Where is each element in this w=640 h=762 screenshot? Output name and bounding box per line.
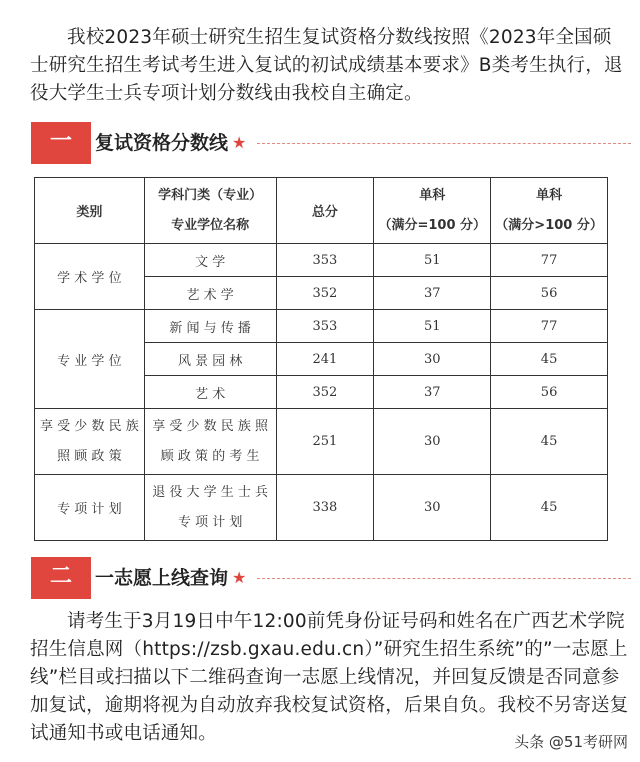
subject-line2: 专 项 计 划 — [177, 514, 243, 530]
header-single-a-line2: （满分=100 分） — [378, 217, 487, 233]
single-b-cell: 77 — [491, 244, 608, 277]
table-row — [35, 409, 608, 475]
table-row — [35, 244, 608, 277]
subject-line1: 退 役 大 学 生 士 兵 — [152, 484, 269, 500]
section-number: 二 — [31, 557, 91, 599]
section-title: 一志愿上线查询 — [95, 567, 229, 589]
subject-line1: 享 受 少 数 民 族 照 — [152, 418, 269, 434]
category-line1: 享 受 少 数 民 族 — [40, 418, 139, 434]
subject-cell: 艺 术 — [144, 376, 276, 409]
single-a-cell: 51 — [374, 310, 491, 343]
table-row — [35, 310, 608, 343]
table-header-row — [35, 178, 608, 244]
section-title: 复试资格分数线 — [95, 132, 229, 154]
intro-paragraph: 我校2023年硕士研究生招生复试资格分数线按照《2023年全国硕士研究生招生考试考生进入复试的初试成绩基本要求》B类考生执行，退役大学生士兵专项计划分数线由我校自主确定。 — [30, 27, 623, 104]
header-total: 总分 — [276, 178, 374, 244]
single-a-cell: 37 — [374, 277, 491, 310]
single-b-cell: 56 — [491, 376, 608, 409]
single-b-cell: 45 — [491, 409, 608, 475]
header-subject-line1: 学科门类（专业） — [158, 187, 263, 203]
category-cell: 专 业 学 位 — [35, 310, 145, 409]
single-b-cell: 56 — [491, 277, 608, 310]
header-single-a-line1: 单科 — [419, 187, 446, 203]
total-cell: 251 — [276, 409, 374, 475]
star-icon: ★ — [232, 133, 247, 152]
total-cell: 338 — [276, 475, 374, 541]
total-cell: 241 — [276, 343, 374, 376]
header-subject — [144, 178, 276, 244]
single-b-cell: 45 — [491, 343, 608, 376]
subject-cell: 新 闻 与 传 播 — [144, 310, 276, 343]
header-single-b-line2: （满分>100 分） — [495, 217, 603, 233]
header-single-a — [374, 178, 491, 244]
single-b-cell: 77 — [491, 310, 608, 343]
category-cell: 专 项 计 划 — [35, 475, 145, 541]
divider — [257, 143, 631, 144]
total-cell: 352 — [276, 277, 374, 310]
subject-cell: 艺 术 学 — [144, 277, 276, 310]
category-line2: 照 顾 政 策 — [57, 448, 122, 464]
single-a-cell: 30 — [374, 343, 491, 376]
category-cell: 学 术 学 位 — [35, 244, 145, 310]
single-a-cell: 51 — [374, 244, 491, 277]
cutoff-score-table — [34, 177, 608, 541]
total-cell: 353 — [276, 244, 374, 277]
single-a-cell: 37 — [374, 376, 491, 409]
total-cell: 353 — [276, 310, 374, 343]
subject-cell — [144, 475, 276, 541]
subject-line2: 顾 政 策 的 考 生 — [160, 448, 260, 464]
notice-paragraph: 请考生于3月19日中午12:00前凭身份证号码和姓名在广西艺术学院招生信息网（https://zsb.gxau.edu.cn）”研究生招生系统”的”一志愿上线”栏目或扫描以下二维码查询一志愿上线情况，并回复反馈是否同意参加复试，逾期将视为自动放弃我校复试资格，后果自负。我校不另寄送复试通知书或电话通知。 — [30, 611, 629, 744]
header-single-b — [491, 178, 608, 244]
watermark: 头条 @51考研网 — [514, 733, 628, 751]
single-b-cell: 45 — [491, 475, 608, 541]
section-number: 一 — [31, 122, 91, 164]
section-header-cutoff — [31, 122, 631, 164]
single-a-cell: 30 — [374, 475, 491, 541]
header-subject-line2: 专业学位名称 — [171, 217, 250, 233]
subject-cell — [144, 409, 276, 475]
category-cell — [35, 409, 145, 475]
star-icon: ★ — [232, 568, 247, 587]
subject-cell: 文 学 — [144, 244, 276, 277]
total-cell: 352 — [276, 376, 374, 409]
single-a-cell: 30 — [374, 409, 491, 475]
header-single-b-line1: 单科 — [536, 187, 563, 203]
subject-cell: 风 景 园 林 — [144, 343, 276, 376]
divider — [257, 578, 631, 579]
header-category: 类别 — [35, 178, 145, 244]
table-row — [35, 475, 608, 541]
section-header-first-choice — [31, 557, 631, 599]
